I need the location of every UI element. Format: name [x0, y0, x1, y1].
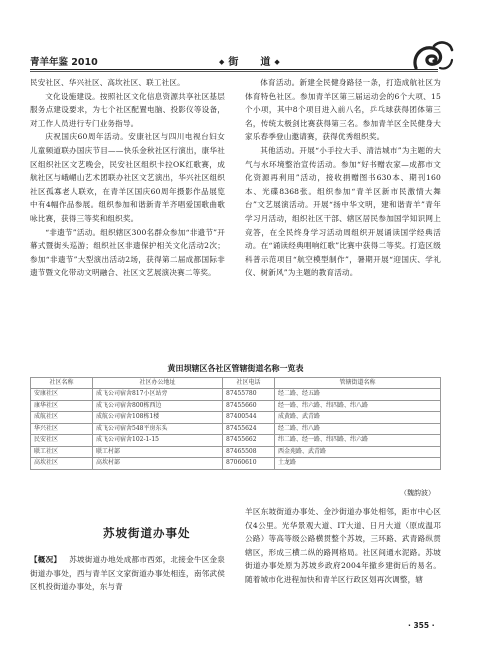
column-header: 社区办公地址 [93, 378, 223, 389]
diamond-icon: ◆ [219, 58, 225, 66]
table-cell: 康华社区 [31, 400, 93, 412]
table-cell: 经二路、纬八路 [275, 423, 441, 435]
table-cell: 成飞公司宿舍548平房东头 [93, 423, 223, 435]
column-2 [245, 76, 441, 280]
table-row [31, 412, 441, 424]
table-cell: 联工村部 [93, 446, 223, 458]
overview-text: 苏坡街道办地处成都市西郊，北接金牛区金泉街道办事处，西与青羊区文家街道办事处相连，南邻武侯区机投街道办事处，东与青 [30, 555, 225, 592]
table-row [31, 423, 441, 435]
table-cell: 87455662 [223, 435, 275, 447]
table-row [31, 435, 441, 447]
community-table [30, 377, 441, 470]
swirl-logo-icon [410, 38, 454, 74]
table-row [31, 458, 441, 470]
section-char-1: 街 [228, 57, 239, 68]
table-cell: 87060610 [223, 458, 275, 470]
paragraph: 庆祝国庆60周年活动。安康社区与四川电视台妇女儿童频道联办国庆节目——快乐金秋社区行演出，康华社区组织社区文艺晚会，民安社区组织卡拉OK红歌赛，成航社区与峨嵋山艺术团联办社区文艺演出，华兴社区组织社区孤寡老人联欢，在青羊区国庆60周年摄影作品展览中有4幅作品参展。组织参加和谐新青羊齐唱爱国歌曲歌咏比赛，获得三等奖和组织奖。 [30, 132, 225, 223]
table-cell: 西金苑路、武青路 [275, 446, 441, 458]
column-1 [30, 76, 225, 280]
yearbook-title: 青羊年鉴 2010 [30, 57, 98, 68]
table-cell: 安康社区 [31, 389, 93, 401]
table-row [31, 446, 441, 458]
paragraph: 民安社区、华兴社区、高坎社区、联工社区。 [30, 78, 185, 87]
section-heading: 苏坡街道办事处 [103, 526, 191, 540]
table-cell: 纬二路、经一路、纬四路、纬六路 [275, 435, 441, 447]
column-header: 社区名称 [31, 378, 93, 389]
table-cell: 成飞公司宿舍800栋西边 [93, 400, 223, 412]
paragraph: 文化设施建设。按照社区文化信息资源共享社区基层服务点建设要求，为七个社区配置电脑、投影仪等设备，对工作人员进行专门业务指导。 [30, 91, 225, 128]
overview-tag: 【概况】 [30, 555, 62, 564]
table-cell: 87455660 [223, 400, 275, 412]
column-header: 管辖街道名称 [275, 378, 441, 389]
table-cell: 87455780 [223, 389, 275, 401]
column-4 [245, 505, 441, 587]
header-rule [30, 69, 438, 70]
table-cell: 经二路、经五路 [275, 389, 441, 401]
paragraph [30, 553, 225, 594]
paragraph: 体育活动。新建全民健身路径一条，打造成航社区为体育特色社区。参加青羊区第三届运动会的6个大项、15个小项，其中8个项目进入前八名，乒乓球获得团体第三名，传统太极剑比赛获得第三名。参加青羊区全民健身大家乐春季登山邀请赛，获得优秀组织奖。 [245, 78, 441, 142]
table-row [31, 389, 441, 401]
table-cell: 成航公司宿舍108栋1楼 [93, 412, 223, 424]
table-cell: 高坎社区 [31, 458, 93, 470]
paragraph: 其他活动。开展“小手拉大手、清洁城市”为主题的大气与水环境整治宣传活动。参加“好书赠农家—成都市文化资源再利用”活动，接收捐赠图书630本、期刊160本、光碟8368张。组织参加“青羊区新市民激情大舞台”文艺展演活动。开展“扬中华文明，建和谐青羊”青年学习月活动，组织社区干部、辖区居民参加国学知识网上竞答，在全民终身学习活动周组织开展诵读国学经典活动。在“诵读经典唱响红歌”比赛中获得二等奖。打造区级科普示范项目“航空模型制作”，暑期开展“迎国庆、学礼仪、树新风”为主题的教育活动。 [245, 145, 441, 278]
table-cell: 经一路、纬六路、纬四路、纬八路 [275, 400, 441, 412]
column-3 [30, 553, 225, 594]
table-cell: 华兴社区 [31, 423, 93, 435]
page-header [30, 50, 438, 70]
table-cell: 成飞公司宿舍102-1-15 [93, 435, 223, 447]
table-cell: 联工社区 [31, 446, 93, 458]
section-char-2: 道 [260, 57, 271, 68]
paragraph: “非遗节”活动。组织辖区300名群众参加“非遗节”开幕式暨街头巡游；组织社区非遗保护相关文化活动2次；参加“非遗节”大型演出活动2场，获得第二届成都国际非遗节暨文化带动文明融合、社区文艺展演决赛二等奖。 [30, 227, 225, 278]
table-cell: 成飞公司宿舍817小区站旁 [93, 389, 223, 401]
table-cell: 高坎村部 [93, 458, 223, 470]
author-credit: （魏韵波） [400, 489, 435, 497]
table-row [31, 400, 441, 412]
header-rule-thin [30, 71, 438, 72]
page-number: · 355 · [408, 621, 435, 630]
table-title: 黄田坝辖区各社区管辖街道名称一览表 [167, 364, 304, 373]
table-cell: 87465508 [223, 446, 275, 458]
paragraph: 羊区东坡街道办事处、金沙街道办事处相邻，距市中心区仅4公里。光华景观大道、IT大道、日月大道（原成温邛公路）等高等级公路横贯整个苏坡，三环路、武青路纵贯辖区，形成三横二纵的路网格局。社区间通水泥路。苏坡街道办事处原为苏坡乡政府2004年撤乡建街后的易名。随着城市化进程加快和青羊区行政区划再次调整，辖 [245, 507, 441, 584]
table-cell: 民安社区 [31, 435, 93, 447]
table-cell: 土龙路 [275, 458, 441, 470]
table-cell: 成航社区 [31, 412, 93, 424]
section-label [215, 53, 284, 68]
column-header: 社区电话 [223, 378, 275, 389]
table-cell: 成黄路、武青路 [275, 412, 441, 424]
table-cell: 87455624 [223, 423, 275, 435]
diamond-icon: ◆ [274, 58, 280, 66]
table-header-row [31, 378, 441, 389]
table-cell: 87400544 [223, 412, 275, 424]
